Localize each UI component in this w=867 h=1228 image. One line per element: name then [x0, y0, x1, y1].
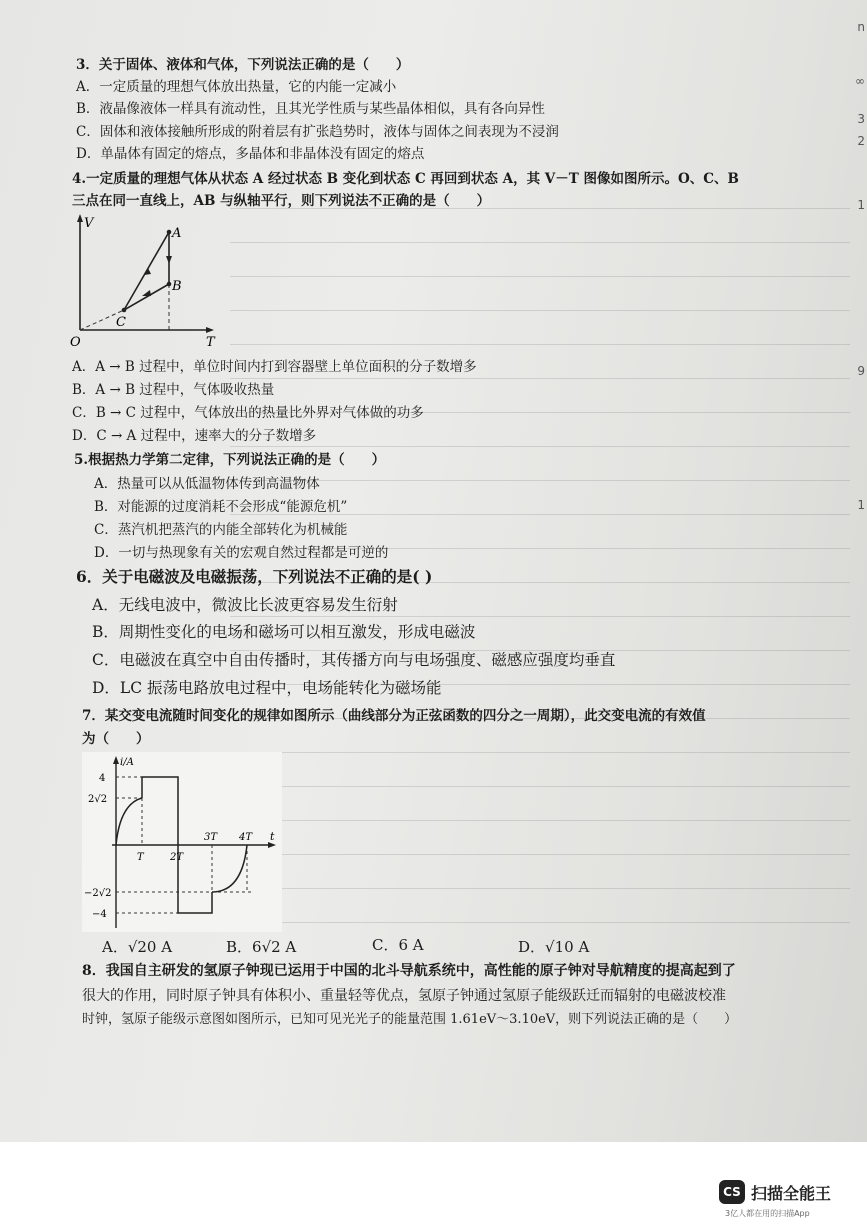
- q6-option-b: B．周期性变化的电场和磁场可以相互激发，形成电磁波: [92, 623, 476, 641]
- q8-line-2: 很大的作用，同时原子钟具有体积小、重量轻等优点，氢原子钟通过氢原子能级跃迁而辐射的电磁波校准: [82, 988, 726, 1004]
- q4-option-b: B．A → B 过程中，气体吸收热量: [72, 382, 275, 398]
- q4-stem-line-2: 三点在同一直线上，AB 与纵轴平行，则下列说法不正确的是（ ）: [72, 193, 491, 209]
- graph-tick-4: 4: [99, 773, 106, 784]
- camscanner-name: 扫描全能王: [751, 1184, 832, 1203]
- q8-line-1: 8．我国自主研发的氢原子钟现已运用于中国的北斗导航系统中，高性能的原子钟对导航精度的提高起到了: [82, 963, 736, 979]
- vt-graph-origin-label: O: [70, 335, 81, 348]
- q3-option-c: C．固体和液体接触所形成的附着层有扩张趋势时，液体与固体之间表现为不浸润: [76, 124, 559, 140]
- q7-choice-b: B．6√2 A: [226, 938, 297, 956]
- vt-graph-t-label: T: [206, 335, 215, 348]
- graph-t-axis-label: t: [270, 830, 275, 843]
- graph-tick-neg-2r2: −2√2: [84, 888, 112, 899]
- q3-option-b: B．液晶像液体一样具有流动性，且其光学性质与某些晶体相似，具有各向异性: [76, 101, 545, 117]
- graph-tick-2r2: 2√2: [88, 794, 108, 805]
- q5-option-a: A．热量可以从低温物体传到高温物体: [94, 476, 320, 492]
- q4-option-d: D．C → A 过程中，速率大的分子数增多: [72, 428, 317, 444]
- q4-option-a: A．A → B 过程中，单位时间内打到容器壁上单位面积的分子数增多: [72, 359, 477, 375]
- vt-graph: [68, 212, 218, 348]
- vt-graph-v-label: V: [84, 216, 94, 231]
- margin-mark: 2: [857, 134, 865, 148]
- q7-choice-c: C．6 A: [372, 936, 424, 954]
- camscanner-logo-icon: CS: [719, 1180, 745, 1204]
- graph-tick-4t: 4T: [239, 832, 253, 843]
- q5-stem: 5.根据热力学第二定律，下列说法正确的是（ ）: [74, 452, 386, 468]
- margin-mark: 3: [857, 112, 865, 126]
- camscanner-tagline: 3亿人都在用的扫描App: [725, 1209, 810, 1218]
- margin-mark: ∞: [855, 74, 865, 88]
- graph-tick-3t: 3T: [204, 832, 218, 843]
- q3-option-d: D．单晶体有固定的熔点，多晶体和非晶体没有固定的熔点: [76, 146, 425, 162]
- q6-option-c: C．电磁波在真空中自由传播时，其传播方向与电场强度、磁感应强度均垂直: [92, 651, 616, 669]
- margin-mark: 9: [857, 364, 865, 378]
- q7-stem-line-2: 为（ ）: [82, 731, 150, 747]
- vt-graph-point-a: A: [172, 226, 182, 241]
- graph-tick-t: T: [137, 852, 144, 863]
- margin-mark: 1: [857, 198, 865, 212]
- graph-i-axis-label: i/A: [120, 757, 134, 768]
- q4-option-c: C．B → C 过程中，气体放出的热量比外界对气体做的功多: [72, 405, 424, 421]
- q7-stem-line-1: 7．某交变电流随时间变化的规律如图所示（曲线部分为正弦函数的四分之一周期），此交变电流的有效值: [82, 708, 706, 724]
- margin-mark: n: [857, 20, 865, 34]
- q4-stem-line-1: 4.一定质量的理想气体从状态 A 经过状态 B 变化到状态 C 再回到状态 A，其 V－T 图像如图所示。O、C、B: [72, 171, 739, 187]
- q5-option-d: D．一切与热现象有关的宏观自然过程都是可逆的: [94, 545, 389, 561]
- current-time-graph: [82, 752, 282, 932]
- q6-stem: 6．关于电磁波及电磁振荡，下列说法不正确的是( ): [76, 567, 433, 586]
- vt-graph-point-c: C: [116, 315, 126, 330]
- margin-mark: 1: [857, 498, 865, 512]
- q6-option-a: A．无线电波中，微波比长波更容易发生衍射: [92, 596, 398, 614]
- vt-graph-point-b: B: [172, 279, 182, 294]
- q3-stem: 3．关于固体、液体和气体，下列说法正确的是（ ）: [76, 57, 410, 73]
- q5-option-b: B．对能源的过度消耗不会形成“能源危机”: [94, 499, 348, 515]
- graph-tick-neg-4: −4: [92, 909, 107, 920]
- q7-choice-a: A．√20 A: [102, 938, 173, 956]
- q7-choice-d: D．√10 A: [518, 938, 590, 956]
- q6-option-d: D．LC 振荡电路放电过程中，电场能转化为磁场能: [92, 679, 442, 697]
- scanner-watermark: [719, 1180, 849, 1220]
- q5-option-c: C．蒸汽机把蒸汽的内能全部转化为机械能: [94, 522, 348, 538]
- q8-line-3: 时钟，氢原子能级示意图如图所示，已知可见光光子的能量范围 1.61eV～3.10eV，则下列说法正确的是（ ）: [82, 1012, 738, 1027]
- q3-option-a: A．一定质量的理想气体放出热量，它的内能一定减小: [76, 79, 397, 95]
- graph-tick-2t: 2T: [170, 852, 184, 863]
